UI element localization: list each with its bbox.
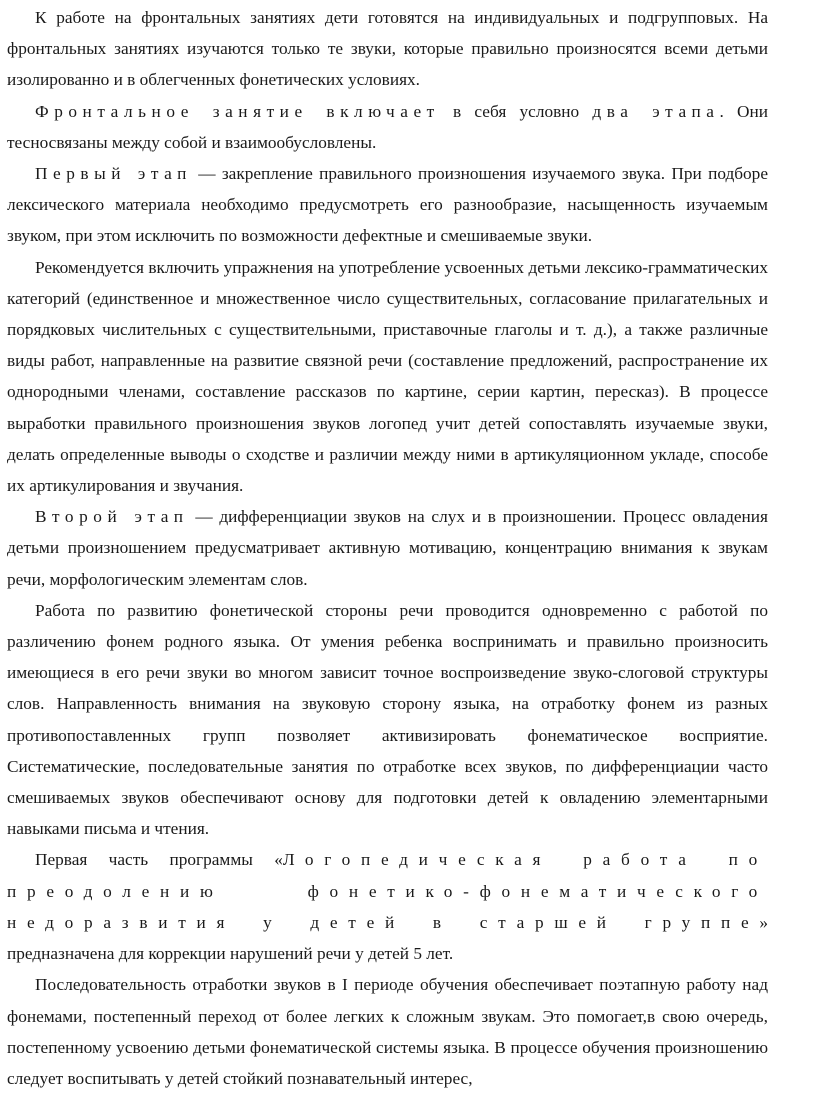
paragraph-text: в себя условно xyxy=(439,101,593,121)
paragraph-text: — дифференциации звуков на слух и в произношении. Процесс овладения детьми произношением предусматривает активную мотивацию, концентрацию внимания к звукам речи, морфологическим элементам слов. xyxy=(7,507,768,589)
paragraph-4 xyxy=(7,252,768,502)
spaced-emphasis: Первый этап xyxy=(35,164,192,184)
spaced-emphasis: Логопедическая работа по преодолению фонетико-фонематического недоразвития у детей в старшей группе xyxy=(7,850,769,932)
paragraph-text: . Они тесносвязаны между собой и взаимообусловлены. xyxy=(7,101,768,152)
spaced-emphasis: Фронтальное занятие включает xyxy=(35,101,440,121)
paragraph-7 xyxy=(7,844,768,969)
paragraph-5 xyxy=(7,501,768,595)
paragraph-2 xyxy=(7,96,768,158)
paragraph-8 xyxy=(7,969,768,1094)
spaced-emphasis: два этапа xyxy=(592,101,720,121)
paragraph-text: Работа по развитию фонетической стороны речи проводится одновременно с работой по различению фонем родного языка. От умения ребенка воспринимать и правильно произносить имеющиеся в его речи звуки во многом зависит точное воспроизведение звуко-слоговой структуры слов. Направленность внимания на звуковую сторону языка, на отработку фонем из разных противопоставленных групп позволяет активизировать фонематическое восприятие. Систематические, последовательные занятия по отработке всех звуков, по дифференциации часто смешиваемых звуков обеспечивают основу для подготовки детей к овладению элементарными навыками письма и чтения. xyxy=(7,600,768,839)
paragraph-text: Первая часть программы « xyxy=(35,850,283,870)
document-body xyxy=(7,0,768,1094)
spaced-emphasis: Второй этап xyxy=(35,507,189,527)
paragraph-text: К работе на фронтальных занятиях дети готовятся на индивидуальных и подгрупповых. На фронтальных занятиях изучаются только те звуки, которые правильно произносятся всеми детьми изолированно и в облегченных фонетических условиях. xyxy=(7,8,768,90)
paragraph-3 xyxy=(7,158,768,252)
paragraph-6 xyxy=(7,595,768,845)
paragraph-1 xyxy=(7,2,768,96)
paragraph-text: » предназначена для коррекции нарушений речи у детей 5 лет. xyxy=(7,912,768,964)
paragraph-text: — закрепление правильного произношения изучаемого звука. При подборе лексического материала необходимо предусмотреть его разнообразие, насыщенность изучаемым звуком, при этом исключить по возможности дефектные и смешиваемые звуки. xyxy=(7,164,768,246)
paragraph-text: Последовательность отработки звуков в I периоде обучения обеспечивает поэтапную работу над фонемами, постепенный переход от более легких к сложным звукам. Это помогает,в свою очередь, постепенному усвоению детьми фонематической системы языка. В процессе обучения произношению следует воспитывать у детей стойкий познавательный интерес, xyxy=(7,975,768,1088)
paragraph-text: Рекомендуется включить упражнения на употребление усвоенных детьми лексико-грамматических категорий (единственное и множественное число существительных, согласование прилагательных и порядковых числительных с существительными, приставочные глаголы и т. д.), а также различные виды работ, направленные на развитие связной речи (составление предложений, распространение их однородными членами, составление рассказов по картине, серии картин, пересказ). В процессе выработки правильного произношения звуков логопед учит детей сопоставлять изучаемые звуки, делать определенные выводы о сходстве и различии между ними в артикуляционном укладе, способе их артикулирования и звучания. xyxy=(7,257,768,496)
